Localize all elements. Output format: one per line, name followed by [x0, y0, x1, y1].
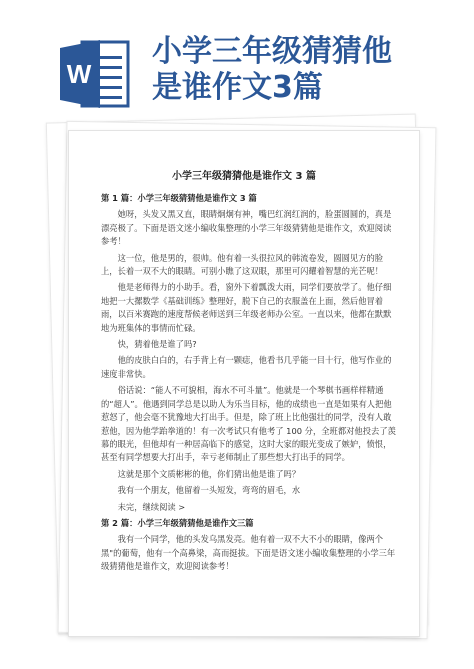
header: [0, 0, 474, 130]
paragraph: 我有一个朋友，他留着一头短发，弯弯的眉毛，水: [117, 485, 301, 496]
continue-reading-link[interactable]: 未完，继续阅读 >: [117, 501, 186, 512]
paragraph: 这就是那个文质彬彬的他，你们猜出他是谁了吗？: [117, 468, 301, 479]
paragraph: 我有一个同学，他的头发乌黑发亮。他有着一双不大不小的眼睛，像两个黑"的葡萄，他有一个高鼻梁，高而挺拔。下面是语文迷小编收集整理的小学三年级猜猜他是谁作文，欢迎阅读参考！: [101, 534, 396, 572]
section-heading: 第 2 篇：小学三年级猜猜他是谁作文三篇: [101, 517, 254, 528]
document-body: [101, 189, 397, 577]
document-page: [68, 130, 420, 637]
paragraph: 快，猜着他是谁了吗?: [117, 339, 197, 350]
word-icon: [60, 36, 130, 112]
page-title: [152, 34, 452, 106]
paragraph: 俗话说：“能人不可貌相，海水不可斗量”。他就是一个琴棋书画样样精通的“超人”。他遇到同学总是以助人为乐当目标，他的成绩也一直是如果有人把他惹怒了，他会毫不犹豫地大打出手。但是，除了班上比他强壮的同学，没有人敢惹他，因为他学跆拳道的！有一次考试只有他考了 100 分，全班都对他投去了羡慕的眼光，但他却有一种居高临下的感觉，这时大家的眼光变成了嫉妒，愤恨，甚至有同学想要大打出手，幸亏老师制止了那些想大打出手的同学。: [101, 385, 396, 463]
paragraph: 他的皮肤白白的，右手背上有一颗痣，他看书几乎能一目十行，他写作业的速度非常快。: [101, 355, 392, 379]
paragraph: 她呀，头发又黑又直，眼睛炯炯有神，嘴巴红润红润的，脸蛋圆圆的，真是漂亮极了。下面是语文迷小编收集整理的小学三年级猜猜他是谁作文，欢迎阅读参考！: [101, 209, 392, 247]
paragraph: 他是老师得力的小助手。看，窗外下着瓢泼大雨，同学们要放学了。他仔细地把一大摞数学《基础训练》整理好，脱下自己的衣服盖在上面，然后他冒着雨，以百米赛跑的速度帮候老师送到三年级老师办公室。一直以来，他都在默默地为班集体的事情而忙碌。: [101, 282, 392, 333]
document-title: 小学三年级猜猜他是谁作文 3 篇: [172, 171, 316, 182]
title-line-1: 小学三年级猜猜他: [152, 34, 392, 69]
paragraph: 这一位，他是男的，很帅。他有着一头很拉风的韩流卷发，圆圆见方的脸上，长着一双不大的眼睛。可别小瞧了这双眼，那里可闪耀着智慧的光芒呢！: [101, 252, 384, 277]
word-logo-letter: W: [66, 59, 92, 89]
section-heading: 第 1 篇：小学三年级猜猜他是谁作文 3 篇: [101, 193, 257, 203]
title-line-2: 是谁作文3篇: [152, 70, 323, 105]
